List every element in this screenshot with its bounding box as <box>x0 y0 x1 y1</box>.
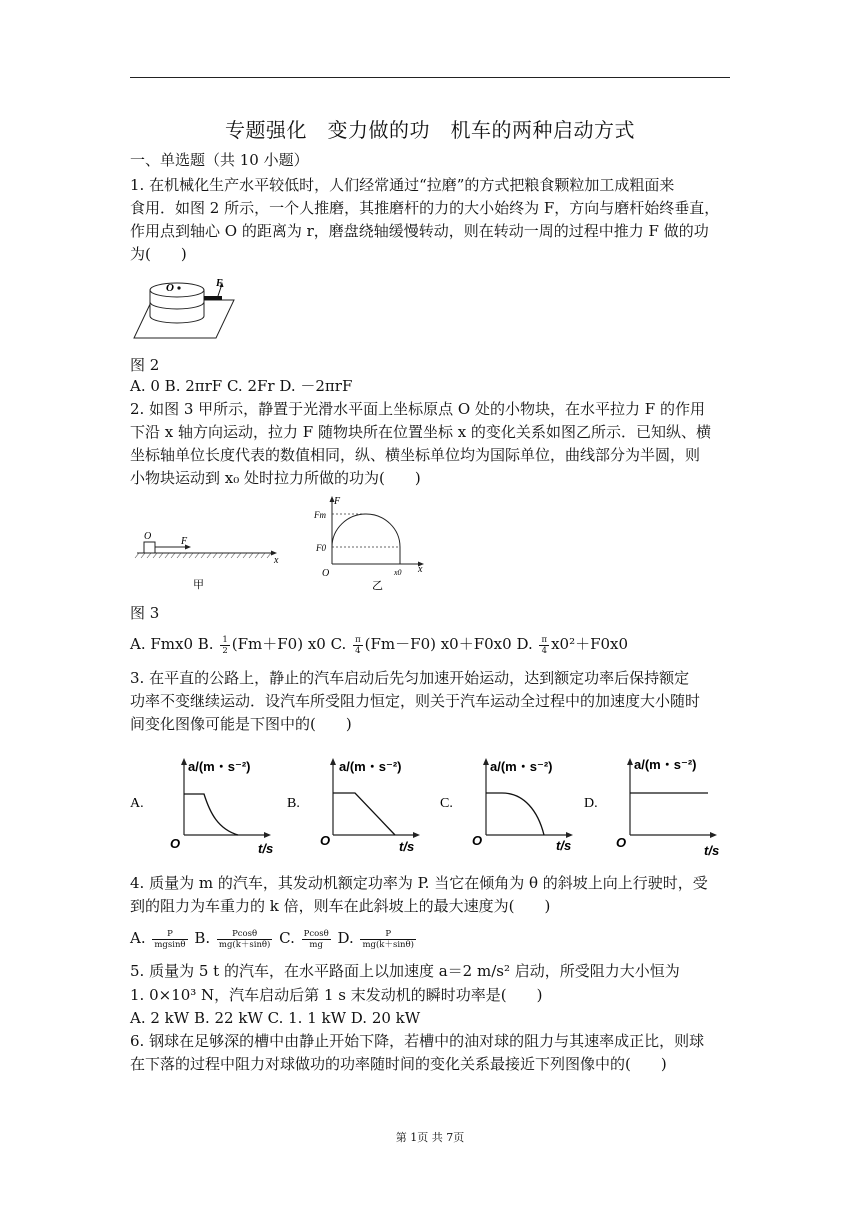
q3-graph-a-o: O <box>170 836 181 851</box>
q4-opt-a-label: A. <box>130 929 151 947</box>
q2-line-3: 坐标轴单位长度代表的数值相同，纵、横坐标单位均为国际单位，曲线部分为半圆，则 <box>130 446 701 464</box>
q2-line-1: 2. 如图 3 甲所示，静置于光滑水平面上坐标原点 O 处的小物块，在水平拉力 F 的作用 <box>130 400 705 418</box>
fig3-yi <box>310 494 435 594</box>
q3-graph-b <box>287 755 437 855</box>
yi-fm-label: Fm <box>314 510 326 520</box>
q4-opt-d-fraction <box>360 929 415 950</box>
q3-graph-b-letter: B. <box>287 796 300 811</box>
q2-opt-b-den: 2 <box>222 645 228 656</box>
q2-opt-a: A. Fmx0 B. <box>130 635 219 653</box>
q3-graph-c <box>440 755 590 855</box>
q4-opt-d-den: mg(k＋sinθ) <box>362 939 414 950</box>
fig3-jia <box>135 525 285 595</box>
yi-caption: 乙 <box>372 580 383 592</box>
q6-line-1: 6. 钢球在足够深的槽中由静止开始下降，若槽中的油对球的阻力与其速率成正比，则球 <box>130 1032 705 1050</box>
q3-line-2: 功率不变继续运动．设汽车所受阻力恒定，则关于汽车运动全过程中的加速度大小随时 <box>130 692 701 710</box>
q2-opt-d-rest: x0²＋F0x0 <box>551 635 629 653</box>
q3-graph-d-letter: D. <box>584 796 598 811</box>
q2-options <box>130 634 628 656</box>
q3-graph-c-o: O <box>472 833 483 848</box>
q3-graph-b-ylabel: a/(m・s⁻²) <box>339 759 402 774</box>
q2-line-4: 小物块运动到 x₀ 处时拉力所做的功为( ) <box>130 469 421 487</box>
q1-caption: 图 2 <box>130 356 160 374</box>
q3-line-1: 3. 在平直的公路上，静止的汽车启动后先匀加速开始运动，达到额定功率后保持额定 <box>130 669 690 687</box>
q2-line-2: 下沿 x 轴方向运动，拉力 F 随物块所在位置坐标 x 的变化关系如图乙所示．已知纵、横 <box>130 423 711 441</box>
q3-line-3: 间变化图像可能是下图中的( ) <box>130 715 352 733</box>
page-title: 专题强化 变力做的功 机车的两种启动方式 <box>225 118 635 142</box>
q1-options: A. 0 B. 2πrF C. 2Fr D. －2πrF <box>130 377 353 395</box>
q2-opt-b-num: 1 <box>222 634 228 645</box>
q5-line-1: 5. 质量为 5 t 的汽车，在水平路面上以加速度 a＝2 m/s² 启动，所受阻力大小恒为 <box>130 962 680 980</box>
q2-opt-c-den: 4 <box>355 645 361 656</box>
q4-opt-c-den: mg <box>309 939 323 950</box>
q1-line-4: 为( ) <box>130 245 187 263</box>
jia-f-label: F <box>181 536 188 547</box>
q4-options <box>130 928 418 950</box>
millstone-figure <box>130 272 240 342</box>
q4-opt-a-den: mgsinθ <box>154 939 186 950</box>
q1-line-1: 1. 在机械化生产水平较低时，人们经常通过“拉磨”的方式把粮食颗粒加工成粗面来 <box>130 176 675 194</box>
section-heading: 一、单选题（共 10 小题） <box>130 151 309 169</box>
q4-opt-b-label: B. <box>189 929 215 947</box>
q4-opt-c-label: C. <box>274 929 300 947</box>
q2-opt-b-rest: (Fm＋F0) x0 C. <box>231 635 352 653</box>
q4-opt-d-label: D. <box>332 929 359 947</box>
q3-graph-a-xlabel: t/s <box>258 841 274 856</box>
q2-opt-d-num: π <box>541 634 548 645</box>
q2-opt-c-rest: (Fm－F0) x0＋F0x0 D. <box>364 635 538 653</box>
q4-opt-b-den: mg(k＋sinθ) <box>218 939 271 950</box>
q2-opt-c-num: π <box>355 634 361 645</box>
page-footer: 第 1页 共 7页 <box>395 1131 465 1144</box>
q2-opt-d-den: 4 <box>541 645 547 656</box>
q3-graph-d-ylabel: a/(m・s⁻²) <box>634 757 697 772</box>
q3-graph-a-letter: A. <box>130 796 144 811</box>
q1-line-3: 作用点到轴心 O 的距离为 r，磨盘绕轴缓慢转动，则在转动一周的过程中推力 F 做的功 <box>130 222 709 240</box>
yi-x-label: x <box>418 564 423 575</box>
q3-graph-b-xlabel: t/s <box>399 839 415 854</box>
q3-graph-a <box>130 755 280 855</box>
q3-graph-d-xlabel: t/s <box>704 843 720 858</box>
q5-line-2: 1. 0×10³ N，汽车启动后第 1 s 末发动机的瞬时功率是( ) <box>130 986 543 1004</box>
q2-opt-b-fraction <box>220 635 229 656</box>
q4-opt-c-fraction <box>302 929 331 950</box>
q5-options: A. 2 kW B. 22 kW C. 1. 1 kW D. 20 kW <box>130 1009 421 1027</box>
q3-graph-c-ylabel: a/(m・s⁻²) <box>490 759 553 774</box>
q2-opt-d-fraction <box>539 635 549 656</box>
millstone-o-label: O <box>166 282 174 294</box>
q3-graph-d <box>584 755 734 858</box>
q3-graph-d-o: O <box>616 835 627 850</box>
q4-opt-a-num: P <box>152 929 187 940</box>
q4-opt-b-num: Pcosθ <box>217 929 272 940</box>
q3-graph-c-letter: C. <box>440 796 453 811</box>
q3-graph-a-ylabel: a/(m・s⁻²) <box>188 759 251 774</box>
q4-line-1: 4. 质量为 m 的汽车，其发动机额定功率为 P. 当它在倾角为 θ 的斜坡上向上行驶时，受 <box>130 874 708 892</box>
q2-caption: 图 3 <box>130 604 160 622</box>
jia-o-label: O <box>144 531 152 542</box>
q1-line-2: 食用．如图 2 所示，一个人推磨，其推磨杆的力的大小始终为 F，方向与磨杆始终垂直， <box>130 199 720 217</box>
q6-line-2: 在下落的过程中阻力对球做功的功率随时间的变化关系最接近下列图像中的( ) <box>130 1055 667 1073</box>
jia-caption: 甲 <box>193 579 204 591</box>
yi-f-label: F <box>334 496 341 507</box>
q4-opt-a-fraction <box>152 929 187 950</box>
yi-o-label: O <box>322 568 330 579</box>
q3-graph-c-xlabel: t/s <box>556 838 572 853</box>
q4-line-2: 到的阻力为车重力的 k 倍，则车在此斜坡上的最大速度为( ) <box>130 897 551 915</box>
q2-opt-c-fraction <box>353 635 363 656</box>
millstone-f-label: F <box>216 278 223 289</box>
q4-opt-c-num: Pcosθ <box>303 928 329 939</box>
q4-opt-b-fraction <box>217 929 272 950</box>
header-rule <box>130 77 730 78</box>
q4-opt-d-num: P <box>360 929 415 940</box>
q3-graph-b-o: O <box>320 833 331 848</box>
jia-x-label: x <box>274 555 279 566</box>
yi-x0-label: x0 <box>394 568 402 577</box>
yi-f0-label: F0 <box>316 543 326 553</box>
